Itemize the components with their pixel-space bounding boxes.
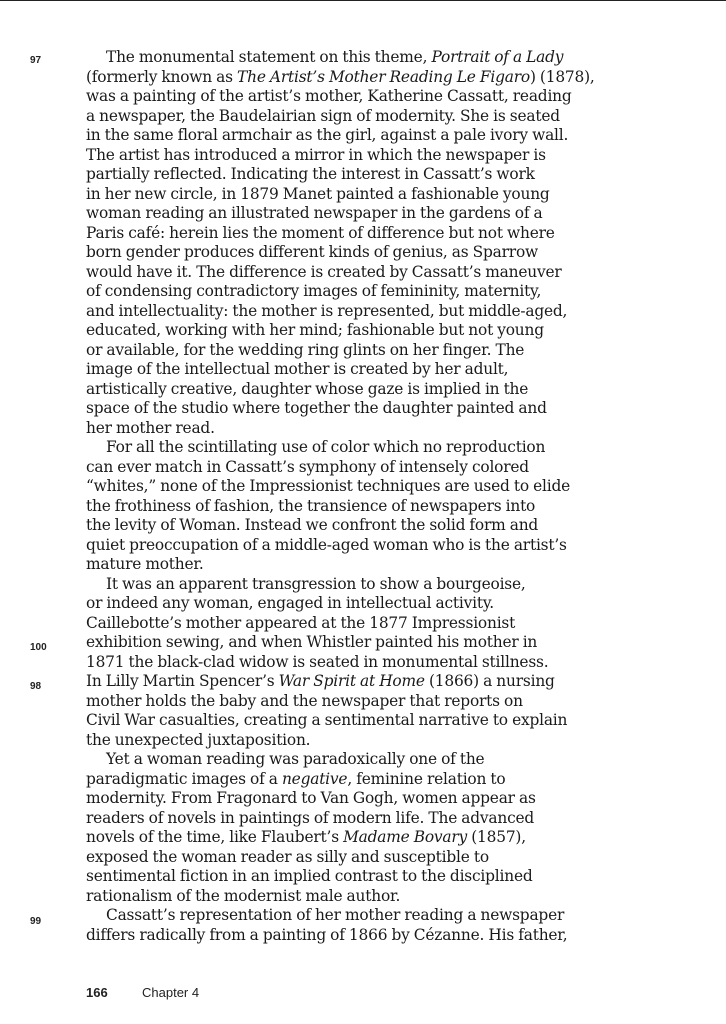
text-run: the unexpected juxtaposition.: [86, 730, 311, 749]
text-run: Cassatt’s representation of her mother reading a newspaper: [106, 906, 565, 924]
text-run: and intellectuality: the mother is represented, but middle-aged,: [86, 301, 568, 320]
text-run: or available, for the wedding ring glints on her finger. The: [86, 340, 525, 359]
text-run: of condensing contradictory images of femininity, maternity,: [86, 282, 542, 300]
text-line: [86, 185, 550, 205]
text-line: [86, 419, 215, 439]
text-line: [86, 477, 570, 497]
text-run: can ever match in Cassatt’s symphony of intensely colored: [86, 457, 529, 476]
text-line: [86, 360, 508, 380]
text-line: [86, 633, 537, 653]
text-line: [86, 887, 400, 907]
italic-title: War Spirit at Home: [278, 672, 425, 690]
italic-title: The Artist’s Mother Reading Le Figaro: [237, 67, 530, 86]
margin-note: 97: [30, 55, 42, 66]
text-run: readers of novels in paintings of modern life. The advanced: [86, 808, 535, 827]
text-line: [106, 906, 564, 926]
text-run: differs radically from a painting of 1866 by Cézanne. His father,: [86, 925, 568, 944]
text-line: [86, 731, 310, 751]
text-run: It was an apparent transgression to show a bourgeoise,: [106, 574, 526, 593]
text-line: [106, 575, 526, 595]
text-run: or indeed any woman, engaged in intellectual activity.: [86, 594, 494, 612]
text-line: [86, 809, 534, 829]
text-line: [86, 711, 567, 731]
margin-note: 99: [30, 916, 42, 927]
margin-note: 98: [30, 681, 42, 692]
text-run: 1871 the black-clad widow is seated in monumental stillness.: [86, 652, 549, 671]
text-run: , feminine relation to: [347, 769, 506, 788]
text-line: [86, 146, 546, 166]
text-run: In Lilly Martin Spencer’s: [86, 672, 279, 690]
text-line: [86, 399, 547, 419]
text-run: the levity of Woman. Instead we confront the solid form and: [86, 516, 539, 534]
text-run: her mother read.: [86, 418, 215, 437]
text-line: [86, 263, 562, 283]
italic-title: negative: [281, 769, 348, 788]
text-line: [86, 380, 528, 400]
text-line: [86, 692, 523, 712]
text-run: paradigmatic images of a: [86, 769, 282, 788]
text-run: The monumental statement on this theme,: [106, 48, 432, 66]
text-run: was a painting of the artist’s mother, Katherine Cassatt, reading: [86, 87, 572, 105]
text-line: [86, 497, 535, 517]
text-line: [86, 126, 568, 146]
text-run: Yet a woman reading was paradoxically one of the: [106, 750, 485, 768]
text-run: in the same floral armchair as the girl, against a pale ivory wall.: [86, 126, 569, 144]
text-run: modernity. From Fragonard to Van Gogh, women appear as: [86, 789, 536, 807]
text-line: [106, 750, 484, 770]
text-run: Civil War casualties, creating a sentimental narrative to explain: [86, 711, 568, 729]
text-line: [106, 438, 545, 458]
text-line: [86, 204, 543, 224]
text-run: the frothiness of fashion, the transience of newspapers into: [86, 496, 536, 515]
text-run: educated, working with her mind; fashionable but not young: [86, 321, 544, 339]
margin-note: 100: [30, 642, 47, 653]
text-run: born gender produces different kinds of genius, as Sparrow: [86, 243, 538, 261]
page-number: 166: [86, 985, 108, 1000]
text-run: novels of the time, like Flaubert’s: [86, 828, 344, 846]
text-line: [86, 165, 535, 185]
text-line: [86, 87, 572, 107]
text-run: “whites,” none of the Impressionist techniques are used to elide: [86, 477, 571, 495]
text-line: [86, 555, 204, 575]
text-line: [86, 926, 567, 946]
text-run: ) (1878),: [529, 67, 595, 86]
text-line: [86, 321, 544, 341]
text-run: Caillebotte’s mother appeared at the 1877 Impressionist: [86, 613, 516, 632]
text-run: image of the intellectual mother is created by her adult,: [86, 360, 509, 378]
text-line: [86, 848, 489, 868]
text-run: The artist has introduced a mirror in which the newspaper is: [86, 145, 546, 164]
text-run: (1857),: [467, 828, 526, 846]
text-line: [86, 282, 541, 302]
text-line: [86, 516, 538, 536]
text-line: [86, 594, 494, 614]
text-run: would have it. The difference is created by Cassatt’s maneuver: [86, 262, 562, 281]
text-run: mother holds the baby and the newspaper that reports on: [86, 691, 523, 710]
text-line: [86, 68, 595, 88]
text-line: [86, 672, 555, 692]
text-run: a newspaper, the Baudelairian sign of modernity. She is seated: [86, 106, 560, 125]
text-run: space of the studio where together the daughter painted and: [86, 399, 547, 417]
text-line: [86, 536, 567, 556]
text-run: sentimental fiction in an implied contrast to the disciplined: [86, 867, 533, 885]
chapter-label: Chapter 4: [142, 985, 200, 1000]
text-run: artistically creative, daughter whose gaze is implied in the: [86, 379, 529, 398]
italic-title: Portrait of a Lady: [431, 48, 564, 66]
text-run: mature mother.: [86, 555, 204, 573]
text-line: [86, 107, 560, 127]
text-run: woman reading an illustrated newspaper in the gardens of a: [86, 204, 543, 222]
italic-title: Madame Bovary: [343, 828, 468, 846]
text-run: partially reflected. Indicating the interest in Cassatt’s work: [86, 165, 535, 183]
text-run: Paris café: herein lies the moment of difference but not where: [86, 223, 555, 242]
text-run: in her new circle, in 1879 Manet painted a fashionable young: [86, 184, 550, 203]
text-line: [86, 789, 536, 809]
text-run: For all the scintillating use of color which no reproduction: [106, 438, 546, 456]
text-line: [86, 828, 526, 848]
text-line: [106, 48, 563, 68]
text-line: [86, 770, 505, 790]
text-run: (formerly known as: [86, 67, 238, 86]
text-run: (1866) a nursing: [424, 672, 555, 690]
text-line: [86, 341, 524, 361]
text-run: exhibition sewing, and when Whistler painted his mother in: [86, 633, 538, 651]
text-line: [86, 458, 529, 478]
text-line: [86, 614, 515, 634]
text-line: [86, 224, 555, 244]
text-line: [86, 243, 538, 263]
text-run: exposed the woman reader as silly and susceptible to: [86, 847, 489, 866]
text-run: rationalism of the modernist male author.: [86, 886, 401, 905]
text-line: [86, 302, 567, 322]
text-run: quiet preoccupation of a middle-aged woman who is the artist’s: [86, 535, 567, 554]
text-line: [86, 867, 533, 887]
text-line: [86, 653, 548, 673]
